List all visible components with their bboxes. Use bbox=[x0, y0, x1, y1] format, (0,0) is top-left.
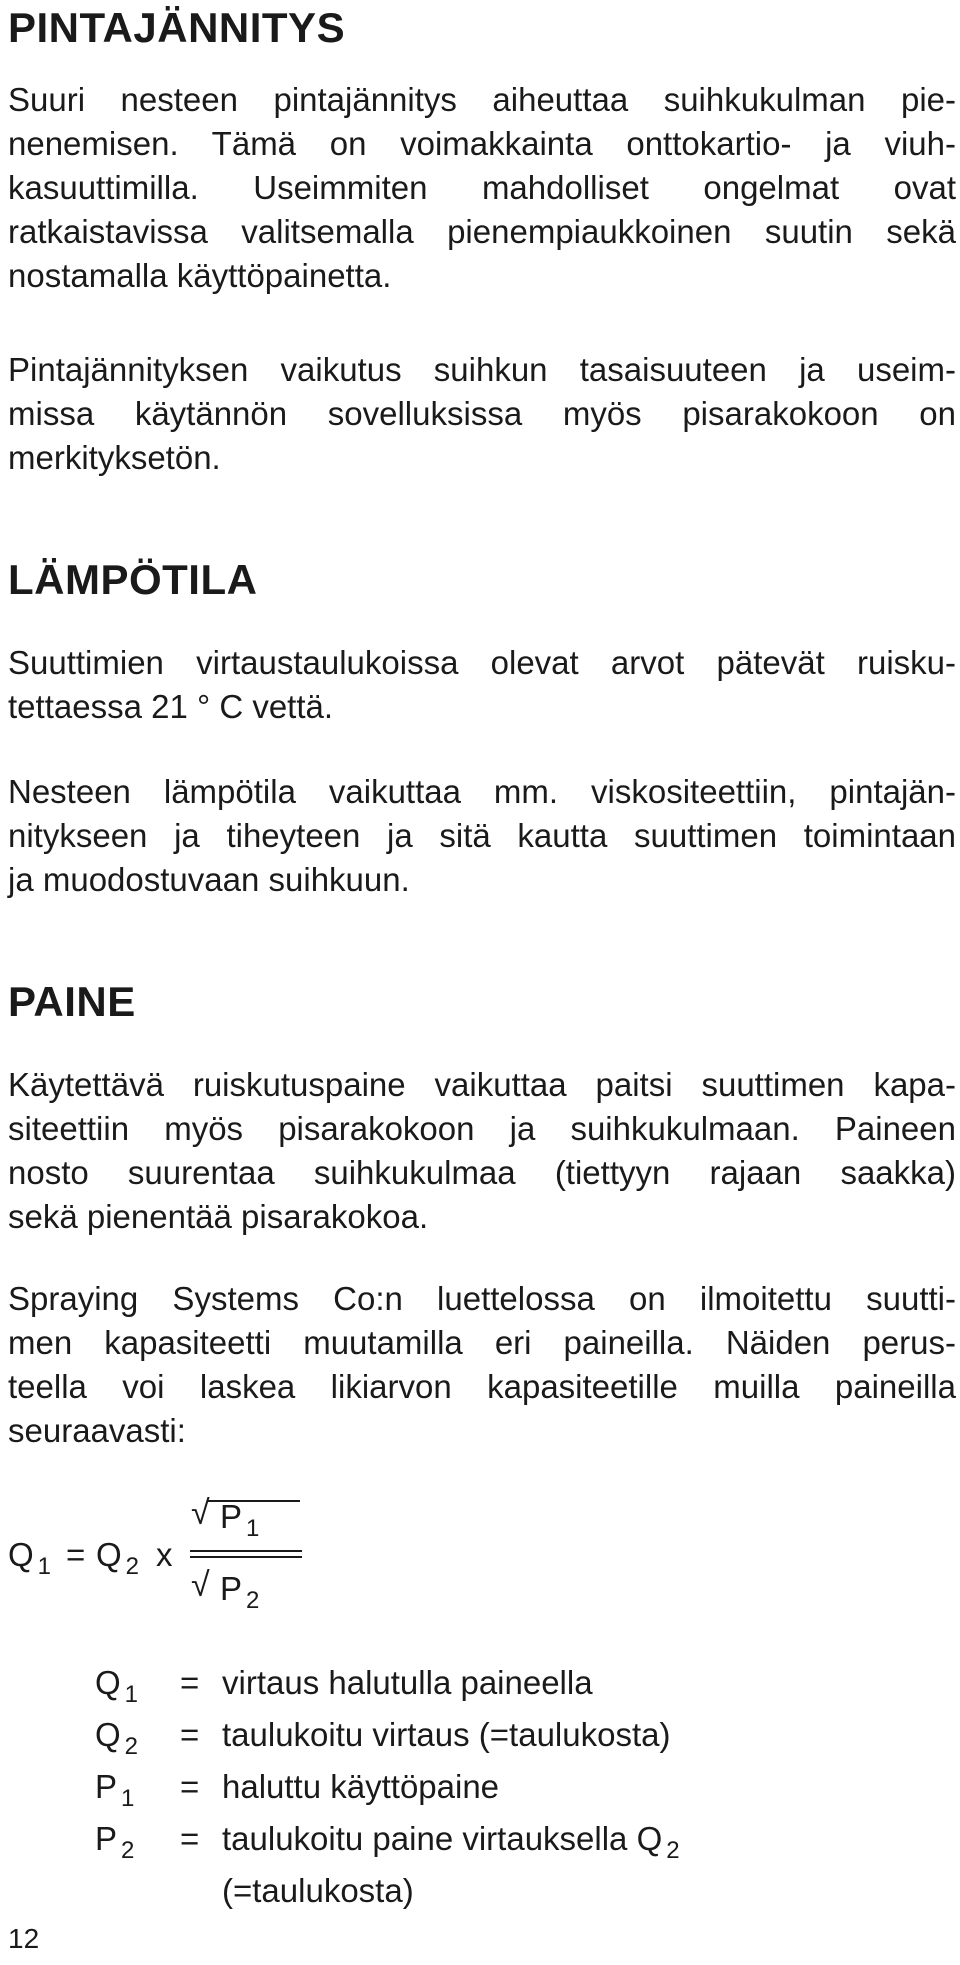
legend-symbol-letter: P bbox=[95, 1820, 118, 1857]
text-line: Spraying Systems Co:n luettelossa on ilmoitettu suutti- bbox=[8, 1280, 956, 1317]
formula-q1 bbox=[8, 1536, 52, 1580]
legend-description-text: taulukoitu paine virtauksella Q bbox=[222, 1820, 663, 1857]
paragraph-surface-tension-2 bbox=[8, 348, 956, 480]
sqrt-icon: √ bbox=[191, 1494, 210, 1532]
text-line: Suuri nesteen pintajännitys aiheuttaa suihkukulman pie- bbox=[8, 81, 956, 118]
legend-symbol-letter: Q bbox=[95, 1664, 121, 1701]
sqrt-icon: √ bbox=[191, 1566, 210, 1604]
legend-symbol bbox=[95, 1768, 135, 1812]
legend-equals: = bbox=[180, 1820, 200, 1857]
formula-subscript: 2 bbox=[246, 1587, 260, 1614]
legend-description: virtaus halutulla paineella bbox=[222, 1664, 593, 1701]
formula-q-symbol: Q bbox=[96, 1536, 122, 1573]
text-line: Suuttimien virtaustaulukoissa olevat arvot pätevät ruisku- bbox=[8, 644, 956, 681]
paragraph-temperature-2 bbox=[8, 770, 956, 902]
text-line: men kapasiteetti muutamilla eri paineilla. Näiden perus- bbox=[8, 1324, 956, 1361]
legend-subscript: 2 bbox=[124, 1733, 139, 1760]
fraction-bar bbox=[190, 1556, 302, 1558]
legend-symbol-letter: P bbox=[95, 1768, 118, 1805]
text-line: nostamalla käyttöpainetta. bbox=[8, 257, 392, 294]
formula-subscript: 2 bbox=[125, 1553, 140, 1580]
legend-equals: = bbox=[180, 1768, 200, 1805]
legend-equals: = bbox=[180, 1716, 200, 1753]
fraction-bar bbox=[190, 1550, 302, 1552]
legend-symbol bbox=[95, 1820, 135, 1864]
formula-times: x bbox=[156, 1536, 173, 1573]
legend-description: (=taulukosta) bbox=[222, 1872, 414, 1909]
legend-symbol bbox=[95, 1664, 139, 1708]
text-line: merkityksetön. bbox=[8, 439, 221, 476]
text-line: nitykseen ja tiheyteen ja sitä kautta suuttimen toimintaan bbox=[8, 817, 956, 854]
paragraph-pressure-1 bbox=[8, 1063, 956, 1239]
formula-q2 bbox=[96, 1536, 140, 1580]
section-heading-temperature: LÄMPÖTILA bbox=[8, 556, 258, 603]
formula-subscript: 1 bbox=[37, 1553, 52, 1580]
text-line: Pintajännityksen vaikutus suihkun tasaisuuteen ja useim- bbox=[8, 351, 956, 388]
legend-subscript: 1 bbox=[121, 1785, 135, 1812]
page-number: 12 bbox=[8, 1923, 40, 1954]
formula-p2 bbox=[220, 1570, 260, 1614]
formula-q-symbol: Q bbox=[8, 1536, 34, 1573]
text-line: ratkaistavissa valitsemalla pienempiaukkoinen suutin sekä bbox=[8, 213, 956, 250]
legend-description bbox=[222, 1820, 680, 1864]
section-heading-surface-tension: PINTAJÄNNITYS bbox=[8, 4, 346, 51]
text-line: sekä pienentää pisarakokoa. bbox=[8, 1198, 429, 1235]
legend-equals: = bbox=[180, 1664, 200, 1701]
legend-subscript: 2 bbox=[121, 1837, 135, 1864]
paragraph-temperature-1 bbox=[8, 641, 956, 729]
paragraph-pressure-2 bbox=[8, 1277, 956, 1453]
formula-p-symbol: P bbox=[220, 1570, 243, 1607]
legend-subscript: 2 bbox=[666, 1837, 680, 1864]
paragraph-surface-tension-1 bbox=[8, 78, 956, 298]
legend-symbol-letter: Q bbox=[95, 1716, 121, 1753]
text-line: ja muodostuvaan suihkuun. bbox=[8, 861, 410, 898]
text-line: kasuuttimilla. Useimmiten mahdolliset ongelmat ovat bbox=[8, 169, 956, 206]
text-line: Käytettävä ruiskutuspaine vaikuttaa paitsi suuttimen kapa- bbox=[8, 1066, 956, 1103]
text-line: siteettiin myös pisarakokoon ja suihkukulmaan. Paineen bbox=[8, 1110, 956, 1147]
capacity-formula bbox=[8, 1494, 408, 1640]
formula-p1 bbox=[220, 1498, 260, 1542]
text-line: Nesteen lämpötila vaikuttaa mm. viskositeettiin, pintajän- bbox=[8, 773, 956, 810]
text-line: tettaessa 21 ° C vettä. bbox=[8, 688, 334, 725]
legend-subscript: 1 bbox=[124, 1681, 139, 1708]
section-heading-pressure: PAINE bbox=[8, 978, 136, 1025]
formula-equals: = bbox=[66, 1536, 86, 1573]
formula-p-symbol: P bbox=[220, 1498, 243, 1535]
text-line: missa käytännön sovelluksissa myös pisarakokoon on bbox=[8, 395, 956, 432]
text-line: seuraavasti: bbox=[8, 1412, 186, 1449]
text-line: nenemisen. Tämä on voimakkainta onttokartio- ja viuh- bbox=[8, 125, 956, 162]
legend-description: taulukoitu virtaus (=taulukosta) bbox=[222, 1716, 671, 1753]
legend-symbol bbox=[95, 1716, 139, 1760]
legend-description: haluttu käyttöpaine bbox=[222, 1768, 500, 1805]
text-line: nosto suurentaa suihkukulmaa (tiettyyn rajaan saakka) bbox=[8, 1154, 956, 1191]
formula-subscript: 1 bbox=[246, 1515, 260, 1542]
text-line: teella voi laskea likiarvon kapasiteetille muilla paineilla bbox=[8, 1368, 956, 1405]
